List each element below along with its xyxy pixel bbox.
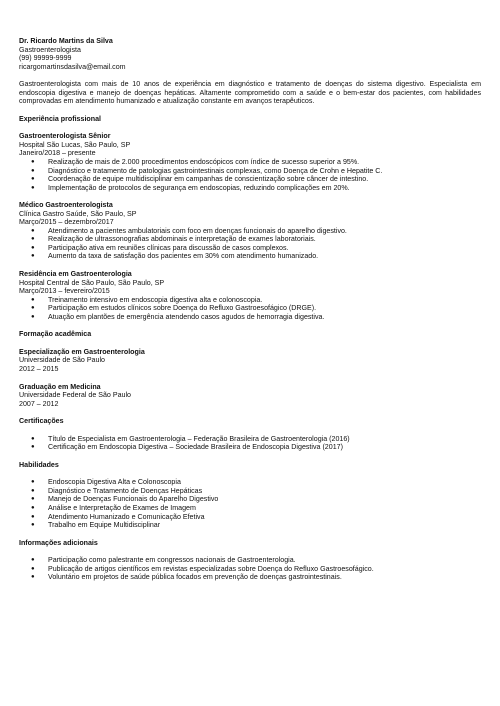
job-bullets — [19, 227, 481, 261]
job — [19, 201, 481, 261]
list-item: ● Certificação em Endoscopia Digestiva – Sociedade Brasileira de Endoscopia Digestiva (2017) — [19, 443, 481, 452]
list-item: ● Atendimento Humanizado e Comunicação Efetiva — [19, 513, 481, 522]
job-role: Médico Gastroenterologista — [19, 201, 113, 210]
list-item: ● Atuação em plantões de emergência atendendo casos agudos de hemorragia digestiva. — [19, 313, 481, 322]
education-item — [19, 383, 481, 409]
email: ricargomartinsdasilva@email.com — [19, 62, 126, 71]
skills-list — [19, 478, 481, 529]
job-period: Janeiro/2018 – presente — [19, 149, 96, 158]
education-period: 2012 – 2015 — [19, 364, 59, 373]
school: Universidade Federal de São Paulo — [19, 391, 131, 400]
job — [19, 132, 481, 192]
additional-list — [19, 556, 481, 582]
list-item: ● Diagnóstico e Tratamento de Doenças Hepáticas — [19, 487, 481, 496]
degree: Graduação em Medicina — [19, 382, 101, 391]
resume-content — [19, 37, 481, 582]
list-item: ● Manejo de Doenças Funcionais do Aparelho Digestivo — [19, 495, 481, 504]
list-item: ● Título de Especialista em Gastroenterologia – Federação Brasileira de Gastroenterologia (2016) — [19, 435, 481, 444]
list-item: ● Aumento da taxa de satisfação dos pacientes em 30% com atendimento humanizado. — [19, 252, 481, 261]
list-item: ● Participação ativa em reuniões clínicas para discussão de casos complexos. — [19, 244, 481, 253]
job-role: Gastroenterologista Sênior — [19, 132, 111, 141]
list-item: ● Atendimento a pacientes ambulatoriais com foco em doenças funcionais do aparelho digestivo. — [19, 227, 481, 236]
phone: (99) 99999-9999 — [19, 54, 72, 63]
list-item: ● Treinamento intensivo em endoscopia digestiva alta e colonoscopia. — [19, 296, 481, 305]
degree: Especialização em Gastroenterologia — [19, 347, 145, 356]
education-item — [19, 348, 481, 374]
certifications-heading: Certificações — [19, 417, 64, 426]
summary: Gastroenterologista com mais de 10 anos de experiência em diagnóstico e tratamento de doenças do sistema digestivo. Especialista em endoscopia digestiva e manejo de doenças hepáticas. Altamente comprometido com a saúde e o bem-estar dos pacientes, com habilidades comprovadas em atendimento humanizado e atualização constante em avanços terapêuticos. — [19, 80, 481, 106]
additional-heading: Informações adicionais — [19, 538, 98, 547]
list-item: ● Voluntário em projetos de saúde pública focados em prevenção de doenças gastrointestinais. — [19, 573, 481, 582]
list-item: ● Implementação de protocolos de segurança em endoscopias, reduzindo complicações em 20%. — [19, 184, 481, 193]
job-place: Hospital Central de São Paulo, São Paulo, SP — [19, 278, 165, 287]
certifications-list — [19, 435, 481, 452]
list-item: ● Diagnóstico e tratamento de patologias gastrointestinais complexas, como Doença de Crohn e Hepatite C. — [19, 167, 481, 176]
list-item: ● Participação como palestrante em congressos nacionais de Gastroenterologia. — [19, 556, 481, 565]
job-bullets — [19, 158, 481, 192]
skills-heading: Habilidades — [19, 460, 59, 469]
job-place: Hospital São Lucas, São Paulo, SP — [19, 140, 131, 149]
job-place: Clínica Gastro Saúde, São Paulo, SP — [19, 209, 137, 218]
job-period: Março/2015 – dezembro/2017 — [19, 218, 114, 227]
education-period: 2007 – 2012 — [19, 399, 59, 408]
job-period: Março/2013 – fevereiro/2015 — [19, 287, 110, 296]
job-role: Residência em Gastroenterologia — [19, 270, 132, 279]
list-item: ● Coordenação de equipe multidisciplinar em campanhas de conscientização sobre câncer de intestino. — [19, 175, 481, 184]
experience-heading: Experiência profissional — [19, 114, 102, 123]
job-bullets — [19, 296, 481, 322]
list-item: ● Realização de mais de 2.000 procedimentos endoscópicos com índice de sucesso superior a 95%. — [19, 158, 481, 167]
list-item: ● Endoscopia Digestiva Alta e Colonoscopia — [19, 478, 481, 487]
candidate-title: Gastroenterologista — [19, 45, 81, 54]
list-item: ● Análise e Interpretação de Exames de Imagem — [19, 504, 481, 513]
school: Universidade de São Paulo — [19, 356, 105, 365]
header — [19, 37, 481, 71]
list-item: ● Publicação de artigos científicos em revistas especializadas sobre Doença do Refluxo Gastroesofágico. — [19, 565, 481, 574]
list-item: ● Trabalho em Equipe Multidisciplinar — [19, 521, 481, 530]
education-heading: Formação acadêmica — [19, 330, 92, 339]
list-item: ● Realização de ultrassonografias abdominais e interpretação de exames laboratoriais. — [19, 235, 481, 244]
job — [19, 270, 481, 321]
candidate-name: Dr. Ricardo Martins da Silva — [19, 37, 113, 45]
list-item: ● Participação em estudos clínicos sobre Doença do Refluxo Gastroesofágico (DRGE). — [19, 304, 481, 313]
